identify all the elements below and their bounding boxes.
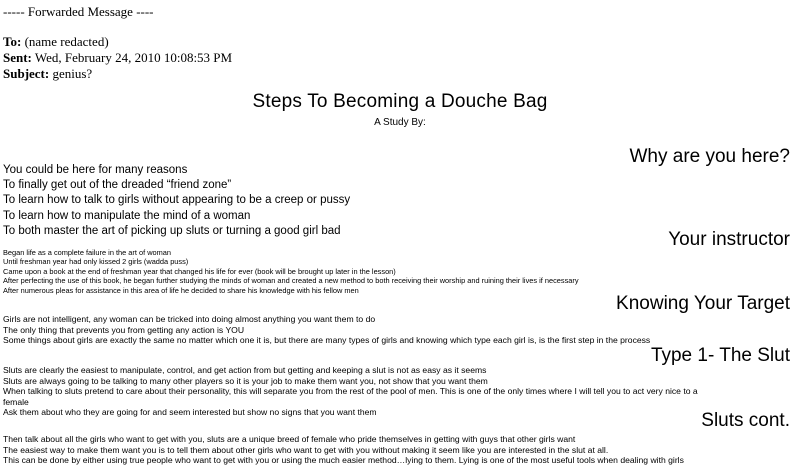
section-body-sluts-cont (3, 434, 793, 466)
body-line: This can be done by either using true people who want to get with you or using the much easier method…lying to them. Lying is one of the most useful tools when dealing with girls (3, 455, 684, 466)
section-heading-slut: Type 1- The Slut (650, 345, 790, 366)
body-line: To both master the art of picking up sluts or turning a good girl bad (3, 224, 341, 237)
body-line: You could be here for many reasons (3, 164, 188, 176)
sent-row (3, 50, 232, 66)
subject-value: genius? (52, 66, 93, 81)
body-line: The easiest way to make them want you is to tell them about other girls who want to get with you without making it seem like you are interested in the slut at all. (3, 444, 609, 455)
section-heading-why: Why are you here? (629, 146, 790, 167)
body-line: Ask them about who they are going for and seem interested but show no signs that you want them (3, 407, 377, 418)
body-line: Girls are not intelligent, any woman can be tricked into doing almost anything you want them to do (3, 314, 376, 324)
body-line: Came upon a book at the end of freshman year that changed his life for ever (book will be brought up later in the lesson) (3, 266, 396, 276)
to-label: To: (3, 34, 22, 49)
section-body-slut (3, 365, 793, 418)
section-heading-target: Knowing Your Target (616, 293, 790, 314)
forwarded-message-line: ----- Forwarded Message ---- (3, 4, 154, 19)
body-line: Sluts are always going to be talking to many other players so it is your job to make them want you, not show that you want them (3, 375, 488, 386)
body-line: After perfecting the use of this book, he began further studying the minds of woman and created a new method to both receiving their worship and ruining their lives if necessary (3, 276, 579, 286)
body-line: Sluts are clearly the easiest to manipulate, control, and get action from but getting and keeping a slut is not as easy as it seems (3, 365, 487, 375)
body-line: After numerous pleas for assistance in this area of life he decided to share his knowledge with his fellow men (3, 285, 359, 295)
body-line: To finally get out of the dreaded “friend zone” (3, 179, 232, 192)
section-body-target (3, 314, 793, 346)
to-row (3, 34, 232, 50)
document-subtitle: A Study By: (374, 117, 426, 128)
sent-label: Sent: (3, 50, 32, 65)
subject-label: Subject: (3, 66, 50, 81)
body-line: Began life as a complete failure in the art of woman (3, 248, 172, 257)
email-header (3, 34, 232, 82)
body-line: The only thing that prevents you from getting any action is YOU (3, 324, 245, 335)
document-title: Steps To Becoming a Douche Bag (252, 91, 548, 112)
subject-row (3, 66, 232, 82)
sent-value: Wed, February 24, 2010 10:08:53 PM (34, 50, 233, 65)
body-line: female (3, 396, 29, 407)
section-heading-sluts-cont: Sluts cont. (701, 410, 790, 431)
body-line: When talking to sluts pretend to care about their personality, this will separate you from the rest of the pool of men. This is one of the only times where I will tell you to act very nice to a (3, 386, 698, 397)
body-line: To learn how to talk to girls without appearing to be a creep or pussy (3, 194, 351, 207)
body-line: To learn how to manipulate the mind of a woman (3, 209, 251, 222)
body-line: Then talk about all the girls who want to get with you, sluts are a unique breed of female who pride themselves in getting with guys that other girls want (3, 434, 576, 444)
to-value: (name redacted) (24, 34, 109, 49)
section-body-instructor (3, 248, 793, 295)
section-heading-instructor: Your instructor (668, 229, 790, 250)
section-body-why (3, 163, 793, 239)
body-line: Until freshman year had only kissed 2 girls (wadda puss) (3, 257, 189, 267)
body-line: Some things about girls are exactly the same no matter which one it is, but there are many types of girls and knowing which type each girl is, is the first step in the process (3, 335, 651, 346)
